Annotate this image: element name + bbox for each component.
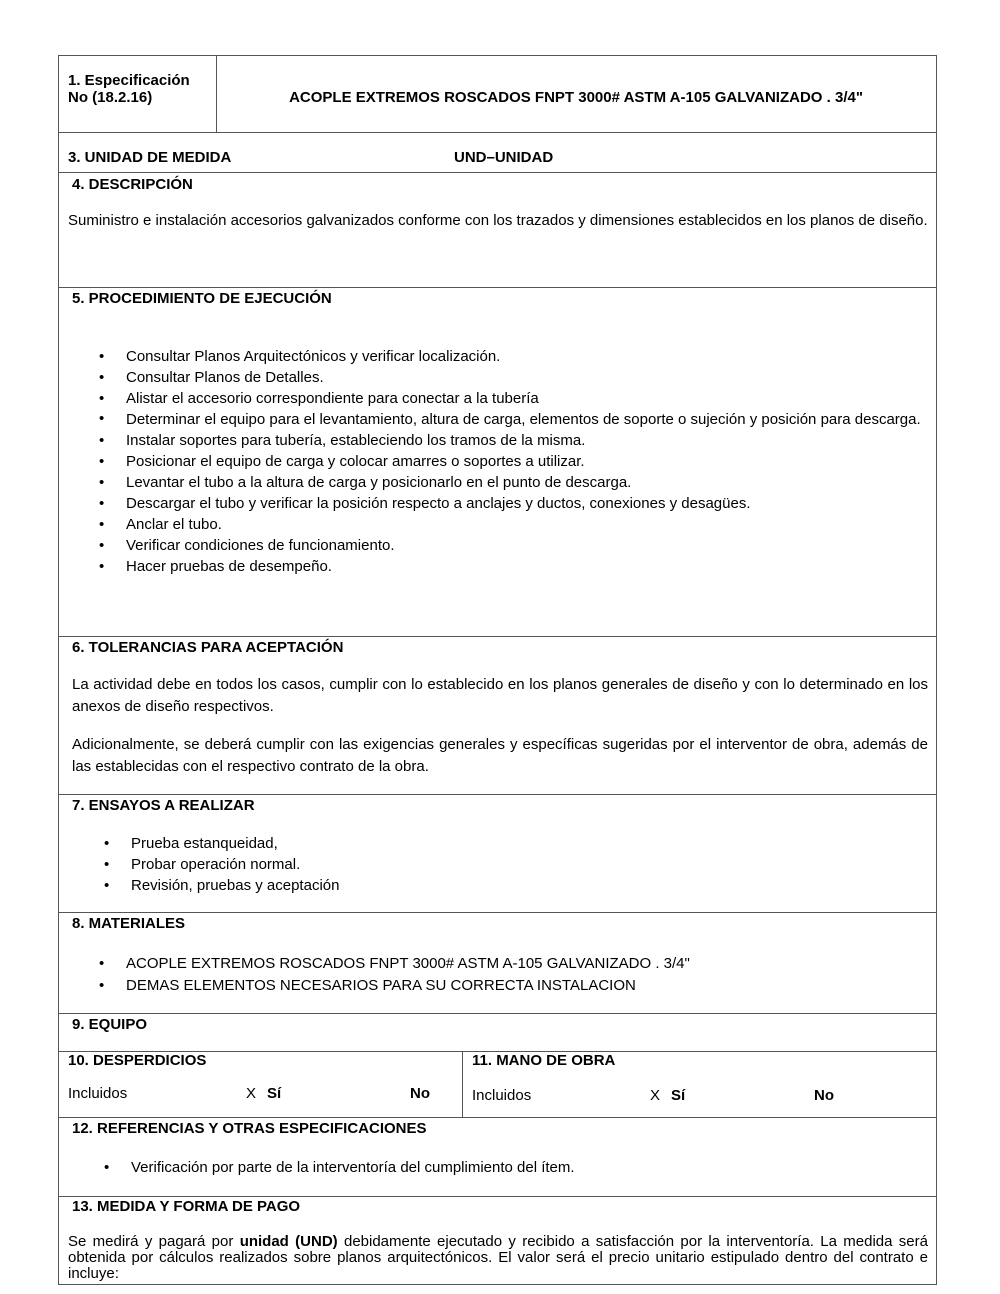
materials-list xyxy=(126,953,926,997)
references-list xyxy=(131,1157,921,1178)
divider xyxy=(58,636,937,637)
list-item: • Anclar el tubo. xyxy=(126,514,928,535)
waste-no-option: No xyxy=(410,1085,430,1102)
list-item: • Consultar Planos Arquitectónicos y verificar localización. xyxy=(126,346,928,367)
list-item: • DEMAS ELEMENTOS NECESARIOS PARA SU CORRECTA INSTALACION xyxy=(126,975,926,997)
divider xyxy=(58,1117,937,1118)
labor-mark: X xyxy=(650,1087,661,1104)
list-item: • Verificación por parte de la interventoría del cumplimiento del ítem. xyxy=(131,1157,921,1178)
tolerances-paragraph-2: Adicionalmente, se deberá cumplir con las exigencias generales y específicas sugeridas por el interventor de obra, además de las establecidas con el respectivo contrato de la obra. xyxy=(72,736,928,775)
list-item: • Descargar el tubo y verificar la posición respecto a anclajes y ductos, conexiones y desagües. xyxy=(126,493,928,514)
divider xyxy=(58,1013,937,1014)
labor-included-label: Incluidos xyxy=(472,1087,532,1104)
divider xyxy=(462,1051,463,1117)
waste-mark: X xyxy=(246,1085,257,1102)
divider xyxy=(58,1196,937,1197)
equipment-heading: 9. EQUIPO xyxy=(72,1016,148,1033)
waste-included-label: Incluidos xyxy=(68,1085,128,1102)
divider xyxy=(58,794,937,795)
unit-label: 3. UNIDAD DE MEDIDA xyxy=(68,149,232,166)
materials-heading: 8. MATERIALES xyxy=(72,915,186,932)
labor-yes-option: Sí xyxy=(671,1087,686,1104)
payment-text xyxy=(68,1234,928,1282)
procedure-heading: 5. PROCEDIMIENTO DE EJECUCIÓN xyxy=(72,290,332,307)
list-item: • Levantar el tubo a la altura de carga y posicionarlo en el punto de descarga. xyxy=(126,472,928,493)
tests-heading: 7. ENSAYOS A REALIZAR xyxy=(72,797,255,814)
list-item: • Probar operación normal. xyxy=(131,854,921,875)
list-item: • Prueba estanqueidad, xyxy=(131,833,921,854)
procedure-list xyxy=(126,346,928,577)
divider xyxy=(58,132,937,133)
payment-heading: 13. MEDIDA Y FORMA DE PAGO xyxy=(72,1198,301,1215)
divider xyxy=(58,912,937,913)
list-item: • Alistar el accesorio correspondiente para conectar a la tubería xyxy=(126,388,928,409)
labor-heading: 11. MANO DE OBRA xyxy=(472,1052,616,1069)
list-item: • Instalar soportes para tubería, estableciendo los tramos de la misma. xyxy=(126,430,928,451)
description-heading: 4. DESCRIPCIÓN xyxy=(72,176,193,193)
list-item: • ACOPLE EXTREMOS ROSCADOS FNPT 3000# ASTM A-105 GALVANIZADO . 3/4" xyxy=(126,953,926,975)
tolerances-heading: 6. TOLERANCIAS PARA ACEPTACIÓN xyxy=(72,639,344,656)
spec-number-label: 1. Especificación No (18.2.16) xyxy=(68,72,190,106)
divider xyxy=(58,172,937,173)
references-heading: 12. REFERENCIAS Y OTRAS ESPECIFICACIONES xyxy=(72,1120,427,1137)
spec-title: ACOPLE EXTREMOS ROSCADOS FNPT 3000# ASTM A-105 GALVANIZADO . 3/4" xyxy=(289,89,863,106)
payment-text-end: debidamente ejecutado y recibido a satisfacción por la interventoría. La medida será obtenida por cálculos realizados sobre planos arquitectónicos. El valor será el precio unitario estipulado dentro del contrato e incluye: xyxy=(68,1233,928,1282)
list-item: • Consultar Planos de Detalles. xyxy=(126,367,928,388)
payment-unit: unidad (UND) xyxy=(239,1233,338,1250)
tests-list xyxy=(131,833,921,896)
description-text: Suministro e instalación accesorios galvanizados conforme con los trazados y dimensiones establecidos en los planos de diseño. xyxy=(68,212,928,229)
list-item: • Posicionar el equipo de carga y colocar amarres o soportes a utilizar. xyxy=(126,451,928,472)
waste-yes-option: Sí xyxy=(267,1085,282,1102)
list-item: • Revisión, pruebas y aceptación xyxy=(131,875,921,896)
unit-value: UND–UNIDAD xyxy=(454,149,554,166)
list-item: • Determinar el equipo para el levantamiento, altura de carga, elementos de soporte o sujeción y posición para descarga. xyxy=(126,409,928,430)
tolerances-paragraph-1: La actividad debe en todos los casos, cumplir con lo establecido en los planos generales de diseño y con lo determinado en los anexos de diseño respectivos. xyxy=(72,676,928,715)
payment-text-start: Se medirá y pagará por xyxy=(68,1233,240,1250)
labor-no-option: No xyxy=(814,1087,834,1104)
waste-heading: 10. DESPERDICIOS xyxy=(68,1052,207,1069)
divider xyxy=(58,287,937,288)
list-item: • Hacer pruebas de desempeño. xyxy=(126,556,928,577)
list-item: • Verificar condiciones de funcionamiento. xyxy=(126,535,928,556)
